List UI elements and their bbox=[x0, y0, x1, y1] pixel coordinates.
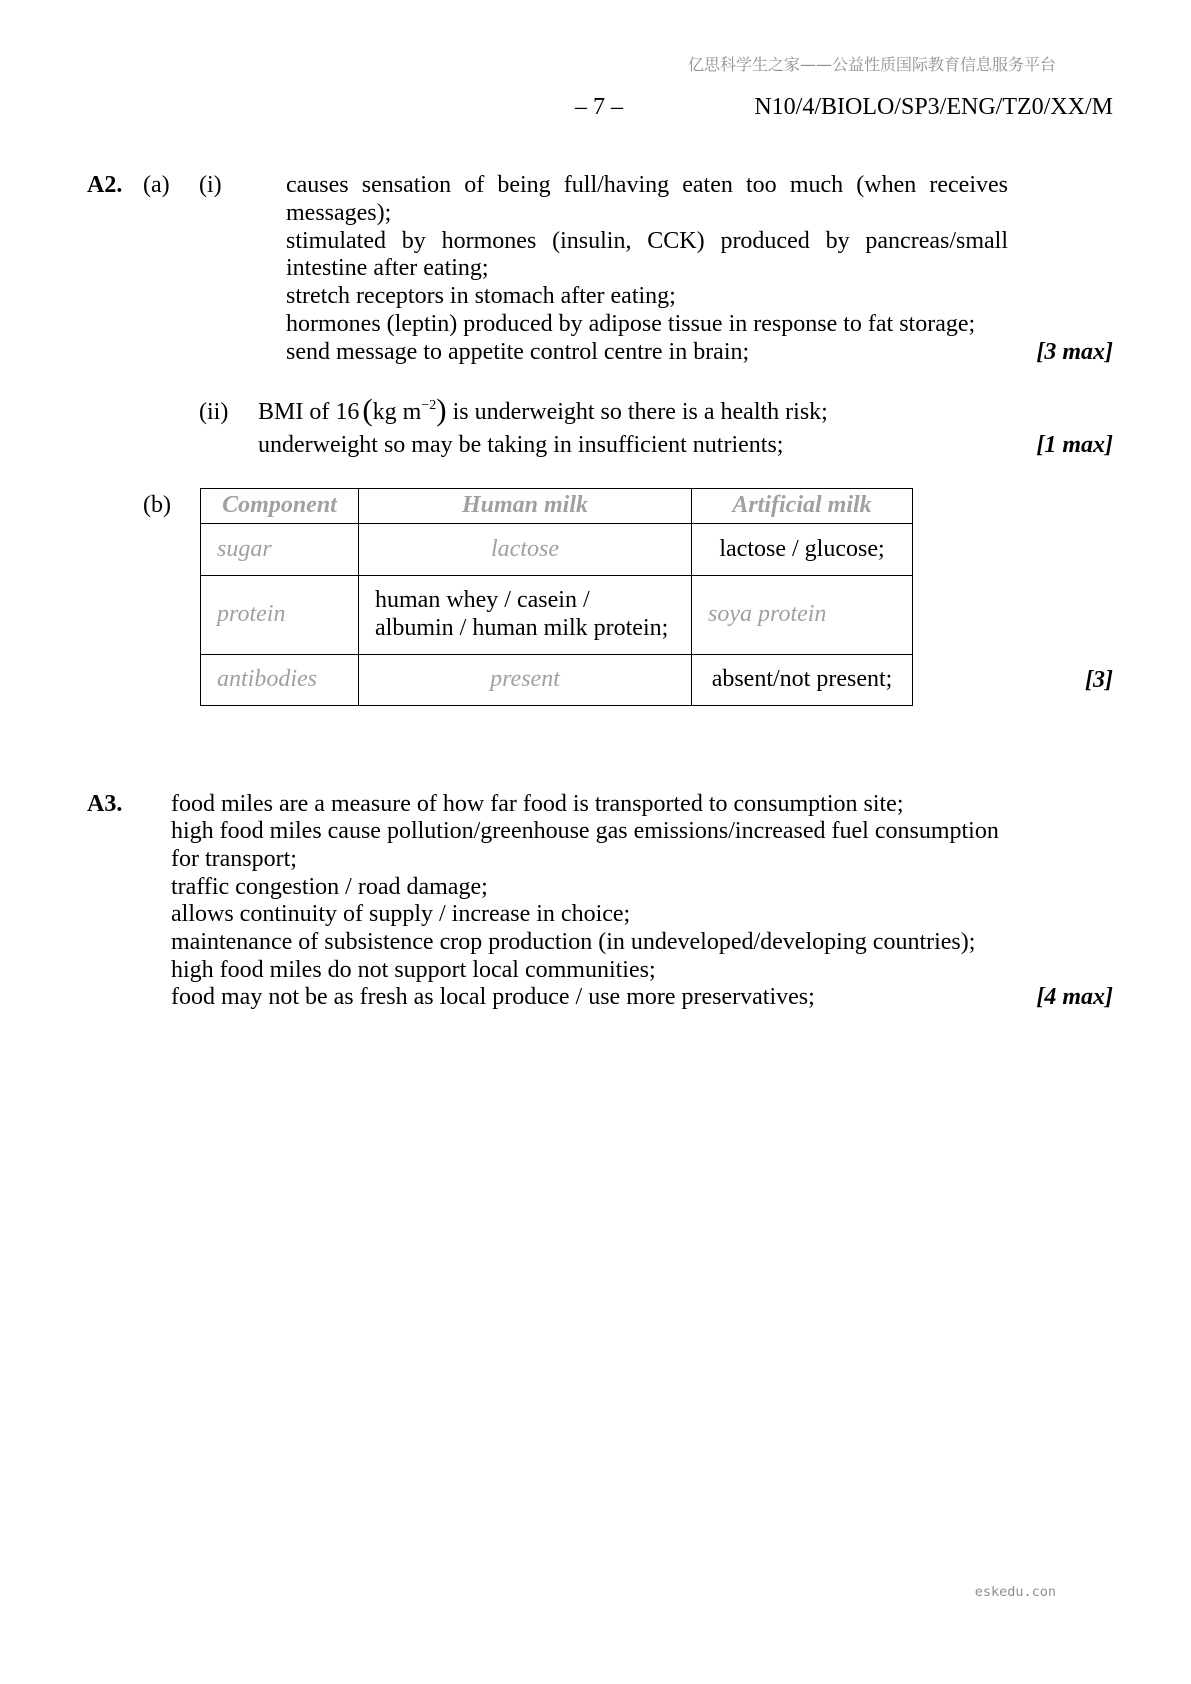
answer-line: maintenance of subsistence crop production (in undeveloped/developing countries); bbox=[171, 928, 976, 955]
marks-a2-a-i: [3 max] bbox=[1036, 339, 1113, 365]
subpart-label-ii: (ii) bbox=[199, 398, 229, 425]
marks-a3: [4 max] bbox=[1036, 984, 1113, 1011]
answer-line: messages); bbox=[286, 199, 392, 226]
watermark-top-text: 亿思科学生之家——公益性质国际教育信息服务平台 bbox=[687, 55, 1056, 74]
bmi-unit-exponent: −2 bbox=[421, 397, 437, 413]
answer-line: causes sensation of being full/having eaten too much (when receives bbox=[286, 172, 1008, 198]
answer-line: food may not be as fresh as local produce / use more preservatives; bbox=[171, 984, 815, 1011]
cell-human-milk bbox=[359, 576, 692, 655]
cell-component: protein bbox=[201, 576, 359, 655]
header-artificial-milk: Artificial milk bbox=[692, 489, 913, 524]
question-label-a2: A2. bbox=[87, 172, 123, 198]
subpart-label-i: (i) bbox=[199, 172, 222, 198]
marks-a2-b: [3] bbox=[1085, 667, 1113, 693]
answer-line: for transport; bbox=[171, 845, 297, 872]
table-row bbox=[201, 576, 913, 655]
cell-artificial-milk: absent/not present; bbox=[692, 655, 913, 706]
answer-line: food miles are a measure of how far food is transported to consumption site; bbox=[171, 790, 904, 817]
bmi-paren-close: ) bbox=[436, 391, 447, 427]
answer-line: stretch receptors in stomach after eating; bbox=[286, 283, 676, 310]
answer-line: stimulated by hormones (insulin, CCK) produced by pancreas/small bbox=[286, 227, 1008, 254]
cell-component: antibodies bbox=[201, 655, 359, 706]
milk-comparison-table bbox=[200, 488, 913, 706]
answer-line: send message to appetite control centre in brain; bbox=[286, 338, 750, 365]
bmi-paren-open: ( bbox=[362, 391, 373, 427]
cell-human-milk: lactose bbox=[359, 524, 692, 576]
answer-line: high food miles do not support local communities; bbox=[171, 956, 656, 983]
answer-line: high food miles cause pollution/greenhouse gas emissions/increased fuel consumption bbox=[171, 818, 999, 845]
table-row bbox=[201, 524, 913, 576]
page-number: – 7 – bbox=[575, 94, 623, 120]
cell-component: sugar bbox=[201, 524, 359, 576]
answer-line: hormones (leptin) produced by adipose tissue in response to fat storage; bbox=[286, 310, 976, 337]
bmi-statement bbox=[258, 391, 828, 427]
reference-code: N10/4/BIOLO/SP3/ENG/TZ0/XX/M bbox=[754, 94, 1113, 120]
marks-a2-a-ii: [1 max] bbox=[1036, 432, 1113, 459]
answer-line: intestine after eating; bbox=[286, 255, 489, 282]
part-label-b: (b) bbox=[143, 491, 171, 518]
cell-line: albumin / human milk protein; bbox=[375, 615, 669, 641]
part-label-a: (a) bbox=[143, 172, 170, 198]
cell-artificial-milk: lactose / glucose; bbox=[692, 524, 913, 576]
question-label-a3: A3. bbox=[87, 790, 123, 817]
cell-line: human whey / casein / bbox=[375, 587, 590, 614]
cell-human-milk: present bbox=[359, 655, 692, 706]
table-row bbox=[201, 655, 913, 706]
a3-answer bbox=[171, 791, 999, 1013]
header-component: Component bbox=[201, 489, 359, 524]
table-header-row bbox=[201, 489, 913, 524]
subpart-i-answer bbox=[286, 172, 1008, 367]
answer-line: traffic congestion / road damage; bbox=[171, 873, 488, 900]
bmi-prefix: BMI of 16 bbox=[258, 398, 360, 425]
bmi-unit: kg m bbox=[372, 398, 422, 425]
answer-line: allows continuity of supply / increase in choice; bbox=[171, 901, 631, 928]
header-human-milk: Human milk bbox=[359, 489, 692, 524]
bmi-suffix: is underweight so there is a health risk; bbox=[446, 398, 828, 425]
watermark-bottom-text: eskedu.con bbox=[974, 1584, 1056, 1600]
cell-artificial-milk: soya protein bbox=[692, 576, 913, 655]
answer-line: underweight so may be taking in insufficient nutrients; bbox=[258, 432, 784, 459]
